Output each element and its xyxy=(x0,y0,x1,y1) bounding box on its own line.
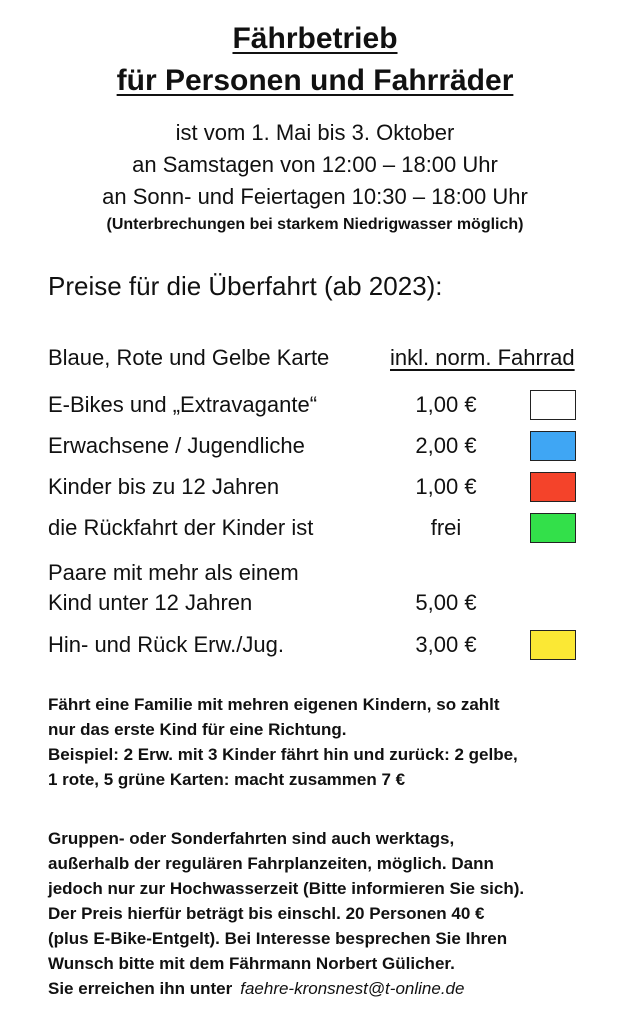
price-row-label: E-Bikes und „Extravagante“ xyxy=(48,392,318,417)
schedule-note: (Unterbrechungen bei starkem Niedrigwasser möglich) xyxy=(106,216,524,233)
group-note-line: Gruppen- oder Sonderfahrten sind auch werktags, xyxy=(48,829,455,848)
schedule-saturday: an Samstagen von 12:00 – 18:00 Uhr xyxy=(132,152,498,177)
price-row-label: Erwachsene / Jugendliche xyxy=(48,433,305,458)
price-row-label: Kinder bis zu 12 Jahren xyxy=(48,474,280,499)
price-value: 3,00 € xyxy=(415,632,477,657)
ticket-color-swatch xyxy=(530,630,576,660)
card-label: Blaue, Rote und Gelbe Karte xyxy=(48,345,330,370)
card-note: inkl. norm. Fahrrad xyxy=(390,345,575,370)
schedule-period: ist vom 1. Mai bis 3. Oktober xyxy=(175,120,455,145)
price-row-label: die Rückfahrt der Kinder ist xyxy=(48,515,314,540)
price-row-adults xyxy=(0,431,630,465)
price-row-label: Hin- und Rück Erw./Jug. xyxy=(48,632,284,657)
family-note-line: Beispiel: 2 Erw. mit 3 Kinder fährt hin und zurück: 2 gelbe, xyxy=(48,745,518,764)
card-header xyxy=(48,345,618,371)
price-row-children xyxy=(0,472,630,506)
prices-heading: Preise für die Überfahrt (ab 2023): xyxy=(48,271,443,301)
group-note-line: Der Preis hierfür beträgt bis einschl. 20 Personen 40 € xyxy=(48,904,485,923)
price-row-ebikes xyxy=(0,390,630,424)
page-subtitle: für Personen und Fahrräder xyxy=(116,64,514,97)
group-note-line: außerhalb der regulären Fahrplanzeiten, möglich. Dann xyxy=(48,854,494,873)
ticket-color-swatch xyxy=(530,513,576,543)
price-value: 2,00 € xyxy=(415,433,477,458)
schedule-sunday-holiday: an Sonn- und Feiertagen 10:30 – 18:00 Uhr xyxy=(102,184,528,209)
price-value: 1,00 € xyxy=(415,474,477,499)
price-row-label-line2: Kind unter 12 Jahren xyxy=(48,590,253,615)
contact-email-link[interactable]: faehre-kronsnest@t-online.de xyxy=(240,979,465,998)
page-title: Fährbetrieb xyxy=(232,22,398,55)
family-note-line: Fährt eine Familie mit mehren eigenen Kindern, so zahlt xyxy=(48,695,500,714)
price-row-label-line1: Paare mit mehr als einem xyxy=(48,560,299,585)
price-value: 5,00 € xyxy=(415,590,477,615)
ticket-color-swatch xyxy=(530,431,576,461)
group-note xyxy=(48,826,618,1001)
price-row-children-return xyxy=(0,513,630,547)
price-row-couples xyxy=(0,558,630,622)
group-note-line: Wunsch bitte mit dem Fährmann Norbert Gülicher. xyxy=(48,954,455,973)
price-value: frei xyxy=(430,515,462,540)
group-note-line: jedoch nur zur Hochwasserzeit (Bitte informieren Sie sich). xyxy=(48,879,525,898)
price-row-return-adults xyxy=(0,630,630,664)
ticket-color-swatch xyxy=(530,472,576,502)
group-note-line: (plus E-Bike-Entgelt). Bei Interesse besprechen Sie Ihren xyxy=(48,929,508,948)
family-note-line: nur das erste Kind für eine Richtung. xyxy=(48,720,347,739)
family-note xyxy=(48,692,618,792)
price-value: 1,00 € xyxy=(415,392,477,417)
contact-label: Sie erreichen ihn unter xyxy=(48,979,233,998)
contact-line xyxy=(48,976,618,1001)
family-note-line: 1 rote, 5 grüne Karten: macht zusammen 7 € xyxy=(48,770,406,789)
ticket-color-swatch xyxy=(530,390,576,420)
